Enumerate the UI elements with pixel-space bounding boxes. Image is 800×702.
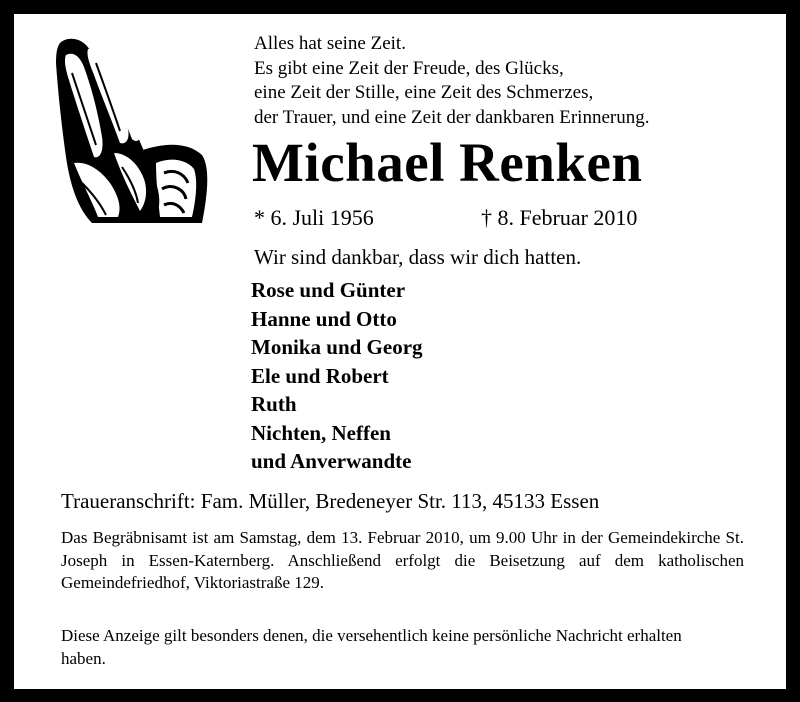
burial-details: Das Begräbnisamt ist am Samstag, dem 13. Februar 2010, um 9.00 Uhr in der Gemeindekirche St. Joseph in Essen-Katernberg. Anschließend erfolgt die Beisetzung auf dem katholischen Gemeindefriedhof, Viktoriastraße 129.: [61, 528, 744, 592]
praying-hands-icon: [52, 33, 208, 225]
poem: [254, 32, 649, 130]
poem-line: eine Zeit der Stille, eine Zeit des Schmerzes,: [254, 82, 594, 103]
mourner-item: Rose und Günter: [251, 278, 406, 302]
mourner-item: und Anverwandte: [251, 449, 412, 473]
poem-line: Alles hat seine Zeit.: [254, 33, 406, 54]
deceased-name: Michael Renken: [252, 132, 643, 193]
mourner-item: Ele und Robert: [251, 363, 389, 388]
death-date: † 8. Februar 2010: [481, 205, 638, 230]
mourner-item: Hanne und Otto: [251, 306, 397, 331]
poem-line: Es gibt eine Zeit der Freude, des Glücks,: [254, 57, 564, 79]
mourners-list: [251, 276, 423, 476]
thanks-line: Wir sind dankbar, dass wir dich hatten.: [254, 245, 582, 269]
notice-note: Diese Anzeige gilt besonders denen, die versehentlich keine persönliche Nachricht erhalten haben.: [61, 626, 682, 668]
mourner-item: Monika und Georg: [251, 335, 423, 359]
mourner-item: Nichten, Neffen: [251, 420, 391, 445]
birth-date: * 6. Juli 1956: [254, 205, 374, 230]
poem-line: der Trauer, und eine Zeit der dankbaren Erinnerung.: [254, 106, 650, 128]
mourning-address: Traueranschrift: Fam. Müller, Bredeneyer Str. 113, 45133 Essen: [61, 489, 600, 513]
mourner-item: Ruth: [251, 392, 297, 416]
